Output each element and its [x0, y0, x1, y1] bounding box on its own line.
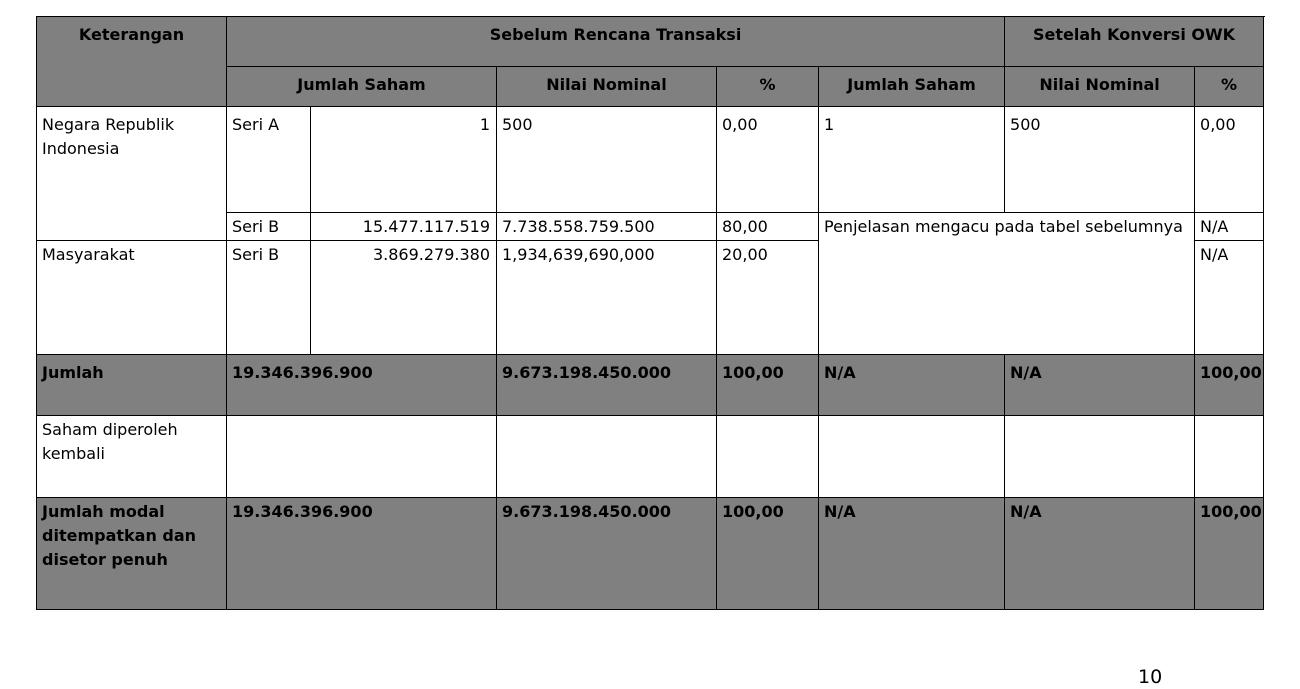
- header-after-pct: %: [1195, 67, 1264, 107]
- negara-seri-b-nominal: 7.738.558.759.500: [497, 213, 717, 241]
- jumlah-modal-pct: 100,00: [717, 498, 819, 610]
- jumlah-after-pct: 100,00: [1195, 355, 1264, 416]
- header-after-jumlah-saham: Jumlah Saham: [819, 67, 1005, 107]
- negara-seri-a-jumlah: 1: [311, 107, 497, 213]
- jumlah-after-nominal: N/A: [1005, 355, 1195, 416]
- masyarakat-pct: 20,00: [717, 241, 819, 355]
- jumlah-label: Jumlah: [37, 355, 227, 416]
- negara-seri-b-pct: 80,00: [717, 213, 819, 241]
- header-before: Sebelum Rencana Transaksi: [227, 17, 1005, 67]
- row-saham-diperoleh: [37, 416, 1264, 498]
- header-before-pct: %: [717, 67, 819, 107]
- negara-seri-a-after-jumlah: 1: [819, 107, 1005, 213]
- masyarakat-label: Masyarakat: [37, 241, 227, 355]
- negara-seri-a-after-pct: 0,00: [1195, 107, 1264, 213]
- jumlah-modal-label: Jumlah modal ditempatkan dan disetor penuh: [37, 498, 227, 610]
- row-negara-seri-a: [37, 107, 1264, 213]
- negara-label: Negara Republik Indonesia: [37, 107, 227, 241]
- masyarakat-seri: Seri B: [227, 241, 311, 355]
- jumlah-pct: 100,00: [717, 355, 819, 416]
- negara-seri-a-pct: 0,00: [717, 107, 819, 213]
- negara-seri-a-seri: Seri A: [227, 107, 311, 213]
- capital-structure-table: [36, 16, 1264, 610]
- header-after: Setelah Konversi OWK: [1005, 17, 1264, 67]
- jumlah-modal-after-pct: 100,00: [1195, 498, 1264, 610]
- header-row-1: [37, 17, 1264, 67]
- jumlah-modal-after-jumlah: N/A: [819, 498, 1005, 610]
- header-before-nilai-nominal: Nilai Nominal: [497, 67, 717, 107]
- header-after-nilai-nominal: Nilai Nominal: [1005, 67, 1195, 107]
- page-number: 10: [1138, 666, 1163, 688]
- header-before-jumlah-saham: Jumlah Saham: [227, 67, 497, 107]
- row-jumlah-modal: [37, 498, 1264, 610]
- negara-seri-b-after-pct: N/A: [1195, 213, 1264, 241]
- masyarakat-nominal: 1,934,639,690,000: [497, 241, 717, 355]
- negara-seri-a-nominal: 500: [497, 107, 717, 213]
- jumlah-nominal: 9.673.198.450.000: [497, 355, 717, 416]
- jumlah-after-jumlah: N/A: [819, 355, 1005, 416]
- jumlah-jumlah: 19.346.396.900: [227, 355, 497, 416]
- saham-diperoleh-label: Saham diperoleh kembali: [37, 416, 227, 498]
- negara-seri-b-seri: Seri B: [227, 213, 311, 241]
- negara-seri-a-after-nominal: 500: [1005, 107, 1195, 213]
- jumlah-modal-nominal: 9.673.198.450.000: [497, 498, 717, 610]
- header-keterangan: Keterangan: [37, 17, 227, 107]
- masyarakat-jumlah: 3.869.279.380: [311, 241, 497, 355]
- masyarakat-after-pct: N/A: [1195, 241, 1264, 355]
- negara-seri-b-jumlah: 15.477.117.519: [311, 213, 497, 241]
- after-note: Penjelasan mengacu pada tabel sebelumnya: [819, 213, 1195, 355]
- jumlah-modal-jumlah: 19.346.396.900: [227, 498, 497, 610]
- jumlah-modal-after-nominal: N/A: [1005, 498, 1195, 610]
- row-jumlah: [37, 355, 1264, 416]
